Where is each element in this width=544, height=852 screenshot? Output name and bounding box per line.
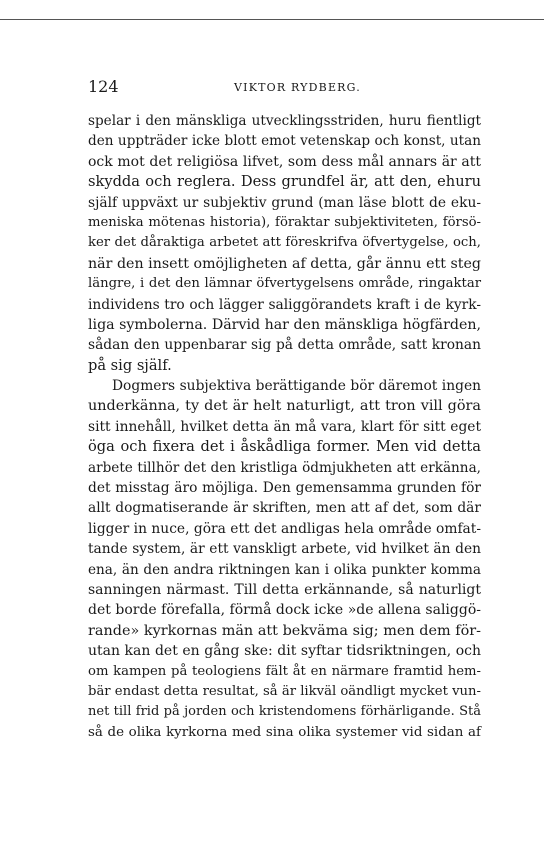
text-line: på sig själf. bbox=[88, 356, 172, 374]
text-line: sitt innehåll, hvilket detta än må vara, klart för sitt eget bbox=[88, 418, 481, 435]
text-line: ligger in nuce, göra ett det andligas hela område omfat- bbox=[88, 520, 481, 537]
text-line: net till frid på jorden och kristendomens förhärligande. Stå bbox=[88, 704, 481, 720]
text-line: individens tro och lägger saliggörandets kraft i de kyrk- bbox=[88, 296, 481, 313]
top-rule bbox=[0, 19, 544, 20]
text-line: ena, än den andra riktningen kan i olika punkter komma bbox=[88, 561, 481, 578]
running-head: VIKTOR RYDBERG. bbox=[234, 81, 361, 94]
text-line: meniska mötenas historia), föraktar subjektiviteten, försö- bbox=[88, 214, 481, 230]
text-line: underkänna, ty det är helt naturligt, att tron vill göra bbox=[88, 398, 481, 415]
text-line: sanningen närmast. Till detta erkännande, så naturligt bbox=[88, 581, 481, 598]
text-line: utan kan det en gång ske: dit syftar tidsriktningen, och bbox=[88, 643, 481, 660]
text-line: ock mot det religiösa lifvet, som dess mål annars är att bbox=[88, 153, 481, 170]
text-line: det borde förefalla, förmå dock icke »de allena saliggö- bbox=[88, 602, 481, 619]
text-line: Dogmers subjektiva berättigande bör däremot ingen bbox=[112, 378, 481, 395]
text-line: sådan den uppenbarar sig på detta område, satt kronan bbox=[88, 337, 481, 354]
text-line: arbete tillhör det den kristliga ödmjukheten att erkänna, bbox=[88, 459, 481, 476]
text-line: skydda och reglera. Dess grundfel är, att den, ehuru bbox=[88, 173, 481, 191]
text-line: öga och fixera det i åskådliga former. Men vid detta bbox=[88, 438, 481, 456]
text-line: det misstag äro möjliga. Den gemensamma grunden för bbox=[88, 480, 481, 497]
text-line: själf uppväxt ur subjektiv grund (man läse blott de eku- bbox=[88, 194, 481, 211]
text-line: rande» kyrkornas män att bekväma sig; men dem för- bbox=[88, 622, 481, 639]
text-line: så de olika kyrkorna med sina olika systemer vid sidan af bbox=[88, 724, 481, 740]
text-line: liga symbolerna. Därvid har den mänskliga högfärden, bbox=[88, 316, 482, 333]
text-line: när den insett omöjligheten af detta, går ännu ett steg bbox=[88, 255, 481, 272]
text-line: om kampen på teologiens fält åt en närmare framtid hem- bbox=[88, 663, 481, 679]
text-line: den uppträder icke blott emot vetenskap och konst, utan bbox=[88, 133, 481, 150]
page-header bbox=[88, 76, 480, 98]
text-line: tande system, är ett vanskligt arbete, vid hvilket än den bbox=[88, 541, 481, 558]
body-text bbox=[88, 111, 481, 743]
text-line: spelar i den mänskliga utvecklingsstriden, huru fientligt bbox=[88, 113, 481, 129]
text-line: bär endast detta resultat, så är likväl oändligt mycket vun- bbox=[88, 683, 481, 699]
page-number: 124 bbox=[88, 77, 119, 96]
text-line: längre, i det den lämnar öfvertygelsens område, ringaktar bbox=[88, 276, 481, 292]
text-line: ker det dåraktiga arbetet att föreskrifva öfvertygelse, och, bbox=[88, 235, 481, 251]
text-line: allt dogmatiserande är skriften, men att af det, som där bbox=[88, 500, 481, 517]
